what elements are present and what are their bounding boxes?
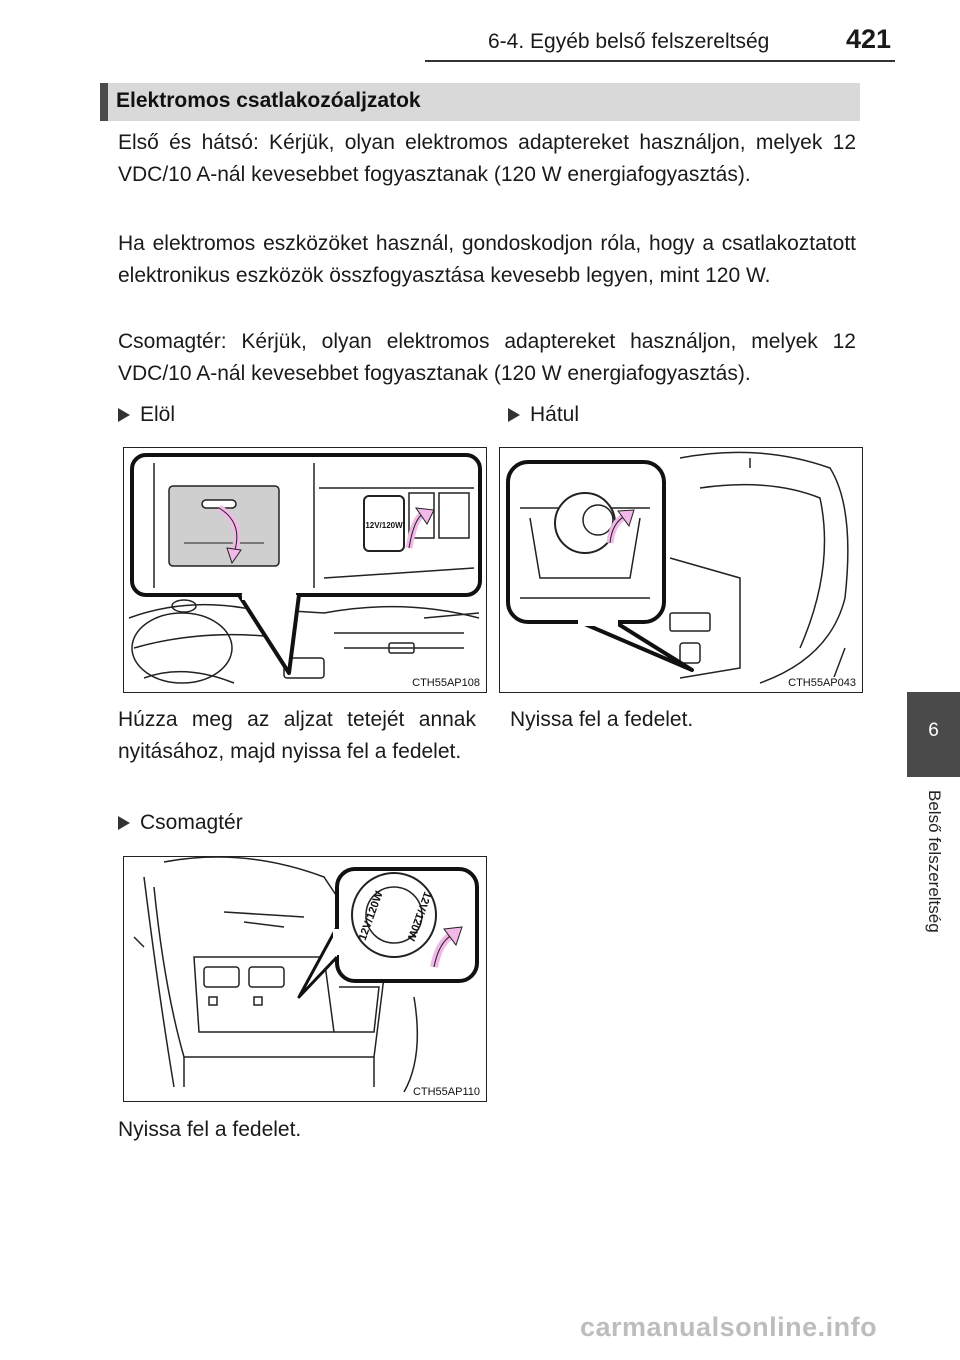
title-accent	[100, 83, 108, 121]
triangle-bullet-icon	[118, 408, 130, 422]
chapter-label: Belső felszereltség	[925, 790, 944, 933]
front-dashboard-illustration	[124, 448, 486, 692]
trunk-heading-label: Csomagtér	[140, 811, 243, 834]
rear-heading	[508, 403, 579, 427]
chapter-tab	[907, 692, 960, 777]
front-figure-code: CTH55AP108	[412, 677, 480, 689]
section-title: Elektromos csatlakozóaljzatok	[116, 89, 421, 112]
page-number: 421	[846, 24, 892, 54]
rear-socket-figure	[499, 447, 863, 693]
rear-figure-code: CTH55AP043	[788, 677, 856, 689]
front-socket-label: 12V/120W	[365, 521, 403, 530]
trunk-figure-code: CTH55AP110	[412, 1086, 480, 1098]
front-heading	[118, 403, 175, 427]
front-heading-label: Elöl	[140, 403, 176, 426]
trunk-caption: Nyissa fel a fedelet.	[118, 1118, 302, 1141]
triangle-bullet-icon	[118, 816, 130, 830]
section-name: 6-4. Egyéb belső felszereltség	[488, 30, 770, 53]
trunk-socket-figure	[123, 856, 487, 1102]
paragraph-total-consumption: Ha elektromos eszközöket használ, gondoskodjon róla, hogy a csatlakoztatott elektronikus eszközök összfogyasztása kevesebb legyen, mint 120 W.	[118, 232, 856, 287]
section-title-bar	[100, 83, 860, 121]
trunk-socket-label-left: 12V/120W	[356, 889, 386, 943]
rear-console-illustration	[500, 448, 862, 692]
chapter-number: 6	[928, 720, 939, 741]
rear-heading-label: Hátul	[530, 403, 580, 426]
rear-caption: Nyissa fel a fedelet.	[510, 708, 694, 731]
front-caption: Húzza meg az aljzat tetejét annak nyitásához, majd nyissa fel a fedelet.	[118, 708, 476, 763]
chapter-label-container	[912, 790, 942, 970]
trunk-socket-label-right: 12V/120W	[404, 889, 434, 943]
header-rule	[425, 60, 895, 62]
triangle-bullet-icon	[508, 408, 520, 422]
trunk-illustration	[124, 857, 486, 1101]
paragraph-front-rear: Első és hátsó: Kérjük, olyan elektromos adaptereket használjon, melyek 12 VDC/10 A-nál kevesebbet fogyasztanak (120 W energiafogyasztás).	[118, 131, 856, 186]
paragraph-trunk: Csomagtér: Kérjük, olyan elektromos adaptereket használjon, melyek 12 VDC/10 A-nál kevesebbet fogyasztanak (120 W energiafogyasztás).	[118, 330, 856, 385]
watermark: carmanualsonline.info	[580, 1312, 878, 1342]
trunk-heading	[118, 811, 243, 835]
front-socket-figure	[123, 447, 487, 693]
